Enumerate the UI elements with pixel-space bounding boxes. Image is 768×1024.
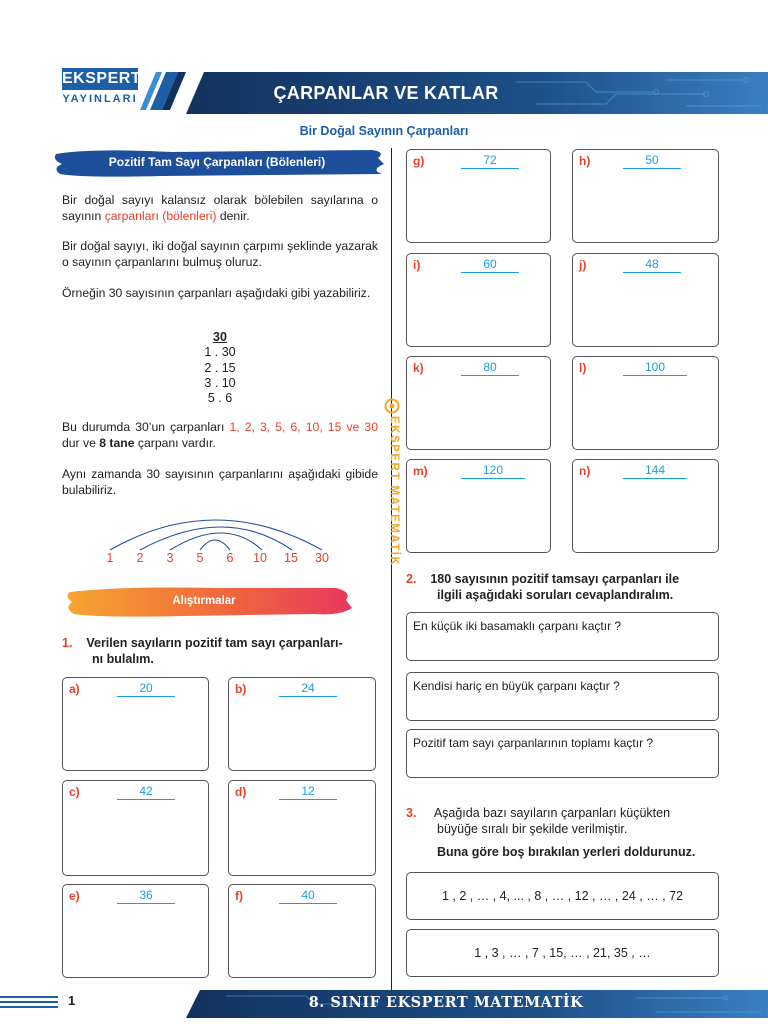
arc-number: 3: [166, 551, 174, 565]
answer-box[interactable]: [572, 459, 719, 553]
answer-field[interactable]: [406, 729, 719, 778]
footer-title: 8. SINIF EKSPERT MATEMATİK: [308, 994, 584, 1011]
answer-field[interactable]: [406, 672, 719, 721]
box-label: c): [69, 785, 80, 799]
answer-box[interactable]: [572, 149, 719, 243]
question-text-cont: nı bulalım.: [92, 651, 154, 666]
box-number: 42: [117, 784, 175, 800]
box-number: 24: [279, 681, 337, 697]
factor-pair: 2 . 15: [204, 360, 236, 375]
p4-text-3: çarpanı vardır.: [134, 435, 216, 450]
box-number: 40: [279, 888, 337, 904]
p4-text: Bu durumda 30’un çarpanları: [62, 420, 230, 434]
definition-text: Bir doğal sayıyı kalansız olarak bölebilen sayılarına o sayının: [62, 193, 378, 223]
sequence-box[interactable]: [406, 872, 719, 920]
answer-box[interactable]: [572, 253, 719, 347]
answer-box[interactable]: [406, 149, 551, 243]
definition-highlight: çarpanları (bölenleri): [104, 208, 217, 223]
arc-number: 30: [315, 551, 329, 565]
box-label: i): [413, 258, 421, 272]
box-label: n): [579, 464, 591, 478]
publisher-logo: [62, 68, 142, 108]
factors-highlight: 1, 2, 3, 5, 6, 10, 15 ve 30: [229, 420, 378, 434]
box-number: 144: [623, 463, 687, 479]
page-number: 1: [68, 993, 76, 1008]
box-label: l): [579, 361, 587, 375]
question-number: 3.: [406, 806, 417, 820]
exercises-title: Alıştırmalar: [172, 595, 236, 607]
box-label: b): [235, 682, 247, 696]
factor-sequence: 1 , 2 , … , 4, ... , 8 , … , 12 , … , 24 , … , 72: [441, 889, 684, 903]
box-label: h): [579, 154, 591, 168]
subsection-title: Pozitif Tam Sayı Çarpanları (Bölenleri): [108, 155, 326, 169]
ekspert-logo-icon: [384, 398, 400, 414]
factor-head: 30: [213, 330, 227, 344]
box-number: 72: [461, 153, 519, 169]
box-label: m): [413, 464, 428, 478]
question-text: Aşağıda bazı sayıların çarpanları küçükten: [433, 806, 671, 820]
box-number: 50: [623, 153, 681, 169]
paragraph-3: Örneğin 30 sayısının çarpanları aşağıdaki gibi yazabiliriz.: [62, 286, 371, 300]
answer-field[interactable]: [406, 612, 719, 661]
question-text-cont: büyüğe sıralı bir şekilde verilmiştir.: [437, 821, 628, 836]
answer-box[interactable]: [228, 677, 376, 771]
box-number: 80: [461, 360, 519, 376]
box-number: 36: [117, 888, 175, 904]
arc-number: 1: [106, 551, 114, 565]
answer-box[interactable]: [572, 356, 719, 450]
logo-bottom-text: YAYINLARI: [62, 93, 138, 105]
question-text: Verilen sayıların pozitif tam sayı çarpanları-: [86, 636, 343, 650]
header-stripes-decoration: [140, 70, 190, 112]
box-number: 48: [623, 257, 681, 273]
box-number: 12: [279, 784, 337, 800]
footer-stripes-decoration: [0, 996, 60, 1010]
answer-box[interactable]: [62, 884, 209, 978]
paragraph-2: Bir doğal sayıyı, iki doğal sayının çarpımı şeklinde yazarak o sayının çarpanlarını bulmuş oluruz.: [62, 239, 378, 269]
arc-number: 15: [284, 551, 298, 565]
question-number: 1.: [62, 636, 73, 650]
sub-question: En küçük iki basamaklı çarpanı kaçtır ?: [413, 619, 622, 633]
column-divider: [391, 148, 392, 1008]
question-instruction: Buna göre boş bırakılan yerleri doldurunuz.: [437, 845, 696, 859]
box-label: k): [413, 361, 424, 375]
factor-sequence: 1 , 3 , … , 7 , 15, … , 21, 35 , …: [474, 946, 651, 960]
box-label: e): [69, 889, 80, 903]
sub-question: Pozitif tam sayı çarpanlarının toplamı kaçtır ?: [413, 736, 654, 750]
arc-number: 2: [136, 551, 144, 565]
box-label: d): [235, 785, 247, 799]
factor-pair: 3 . 10: [204, 375, 236, 390]
chapter-title: ÇARPANLAR VE KATLAR: [273, 83, 499, 103]
sub-question: Kendisi hariç en büyük çarpanı kaçtır ?: [413, 679, 620, 693]
definition-text-end: denir.: [216, 208, 250, 223]
factor-count: 8 tane: [99, 435, 135, 450]
question-text: 180 sayısının pozitif tamsayı çarpanları ile: [430, 572, 680, 586]
question-1: [62, 636, 378, 667]
answer-box[interactable]: [228, 780, 376, 876]
box-label: j): [579, 258, 587, 272]
definition-paragraph: [62, 193, 378, 224]
answer-box[interactable]: [406, 459, 551, 553]
arc-number: 5: [196, 551, 204, 565]
arc-number: 6: [226, 551, 234, 565]
question-2: [406, 572, 726, 603]
p4-text-2: dur ve: [62, 435, 100, 450]
answer-box[interactable]: [62, 780, 209, 876]
question-number: 2.: [406, 572, 417, 586]
paragraph-4: [62, 420, 378, 451]
box-label: g): [413, 154, 425, 168]
box-label: a): [69, 682, 80, 696]
box-number: 100: [623, 360, 687, 376]
logo-top-text: EKSPERT: [62, 68, 138, 90]
box-label: f): [235, 889, 243, 903]
answer-box[interactable]: [406, 356, 551, 450]
box-number: 20: [117, 681, 175, 697]
answer-box[interactable]: [228, 884, 376, 978]
question-text-cont: ilgili aşağıdaki soruları cevaplandıralım.: [437, 587, 674, 602]
box-number: 120: [461, 463, 525, 479]
arc-number: 10: [253, 551, 267, 565]
answer-box[interactable]: [406, 253, 551, 347]
factor-pairs-list: [170, 330, 270, 406]
watermark-text: EKSPERT MATEMATİK: [388, 416, 400, 567]
answer-box[interactable]: [62, 677, 209, 771]
section-title: Bir Doğal Sayının Çarpanları: [299, 124, 469, 138]
factor-arc-diagram: [90, 508, 340, 552]
paragraph-5: Aynı zamanda 30 sayısının çarpanlarını aşağıdaki gibide bulabiliriz.: [62, 467, 378, 497]
factor-pair: 1 . 30: [204, 345, 236, 360]
box-number: 60: [461, 257, 519, 273]
question-3: [406, 806, 726, 861]
factor-pair: 5 . 6: [207, 391, 233, 406]
sequence-box[interactable]: [406, 929, 719, 977]
